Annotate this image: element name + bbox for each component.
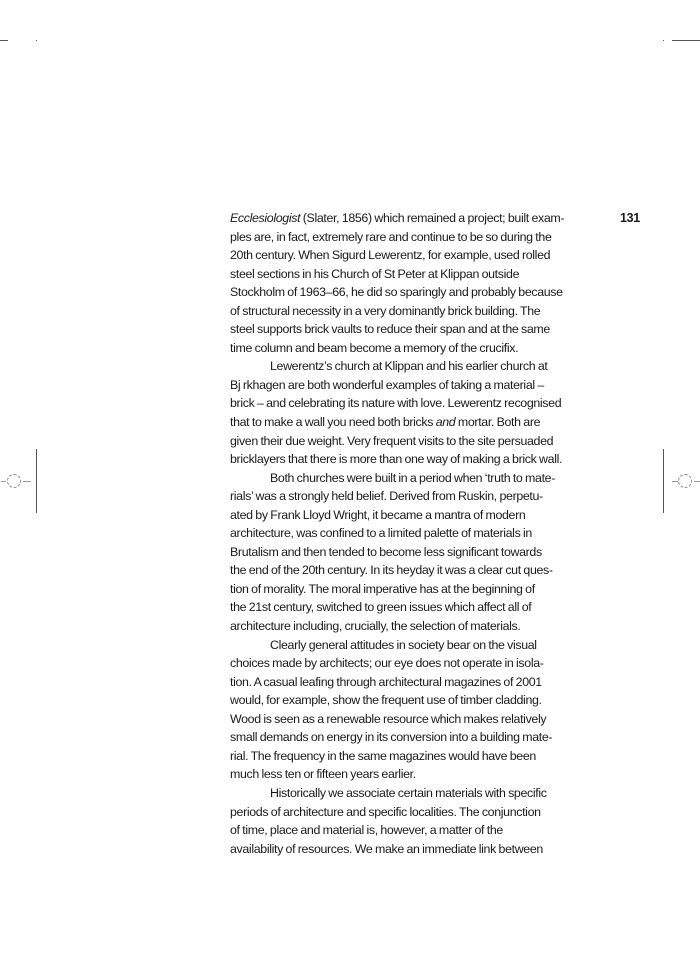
text-line: ples are, in fact, extremely rare and continue to be so during the	[230, 229, 552, 244]
text-line: Brutalism and then tended to become less significant towards	[230, 544, 542, 559]
text-line: of structural necessity in a very dominantly brick building. The	[230, 303, 541, 318]
registration-tick-left-b	[23, 481, 31, 482]
paragraph	[230, 469, 600, 636]
registration-tick-right-a	[672, 481, 678, 482]
text-line: bricklayers that there is more than one way of making a brick wall.	[230, 452, 563, 467]
registration-mark-right-icon	[678, 474, 692, 488]
page-number: 131	[620, 211, 640, 225]
text-line: that to make a wall you need both bricks and mortar. Both are	[230, 415, 541, 430]
text-line: would, for example, show the frequent use of timber cladding.	[230, 693, 542, 708]
crop-mark-top-right-dot	[663, 40, 664, 41]
text-line: steel sections in his Church of St Peter at Klippan outside	[230, 266, 520, 281]
text-line: Historically we associate certain materials with specific	[270, 785, 547, 800]
text-line: the 21st century, switched to green issues which affect all of	[230, 600, 532, 615]
text-line: availability of resources. We make an immediate link between	[230, 841, 543, 856]
text-line: Bj rkhagen are both wonderful examples of taking a material –	[230, 377, 544, 392]
italic-title: Ecclesiologist	[230, 211, 301, 225]
text-line: Ecclesiologist (Slater, 1856) which remained a project; built exam-	[230, 211, 565, 225]
text-line: rial. The frequency in the same magazines would have been	[230, 748, 536, 763]
text-line: tion. A casual leafing through architectural magazines of 2001	[230, 674, 542, 689]
paragraph	[230, 357, 600, 468]
text-line: the end of the 20th century. In its heyday it was a clear cut ques-	[230, 563, 553, 578]
text-line: architecture, was confined to a limited palette of materials in	[230, 526, 532, 541]
crop-mark-top-left	[0, 40, 8, 41]
italic-emphasis: and	[435, 415, 456, 430]
text-line: rials’ was a strongly held belief. Derived from Ruskin, perpetu-	[230, 489, 543, 504]
text-line: 20th century. When Sigurd Lewerentz, for example, used rolled	[230, 248, 551, 263]
text-line: Clearly general attitudes in society bear on the visual	[270, 637, 537, 652]
crop-mark-top-left-dot	[36, 40, 37, 41]
paragraph	[230, 209, 600, 357]
text-line: tion of morality. The moral imperative has at the beginning of	[230, 581, 535, 596]
text-line: periods of architecture and specific localities. The conjunction	[230, 804, 541, 819]
text-line: given their due weight. Very frequent visits to the site persuaded	[230, 433, 554, 448]
text-line: Stockholm of 1963–66, he did so sparingly and probably because	[230, 285, 563, 300]
registration-tick-right-b	[694, 481, 700, 482]
registration-line-right	[663, 449, 664, 513]
text-line: choices made by architects; our eye does not operate in isola-	[230, 656, 544, 671]
paragraph	[230, 784, 600, 858]
registration-line-left	[36, 449, 37, 513]
body-text	[230, 209, 600, 858]
text-line: much less ten or fifteen years earlier.	[230, 767, 416, 782]
text-line: Lewerentz’s church at Klippan and his earlier church at	[270, 359, 548, 374]
text-line: time column and beam become a memory of the crucifix.	[230, 340, 519, 355]
text-line: steel supports brick vaults to reduce their span and at the same	[230, 322, 550, 337]
text-line: of time, place and material is, however, a matter of the	[230, 823, 503, 838]
registration-tick-left-a	[1, 481, 6, 482]
paragraph	[230, 636, 600, 784]
text-line: architecture including, crucially, the selection of materials.	[230, 619, 521, 634]
text-line: small demands on energy in its conversion into a building mate-	[230, 730, 553, 745]
text-line: brick – and celebrating its nature with love. Lewerentz recognised	[230, 396, 562, 411]
text-line: ated by Frank Lloyd Wright, it became a mantra of modern	[230, 507, 526, 522]
crop-mark-top-right	[672, 40, 700, 41]
registration-mark-left-icon	[7, 474, 21, 488]
text-line: Both churches were built in a period when ‘truth to mate-	[270, 470, 555, 485]
text-line: Wood is seen as a renewable resource which makes relatively	[230, 711, 547, 726]
